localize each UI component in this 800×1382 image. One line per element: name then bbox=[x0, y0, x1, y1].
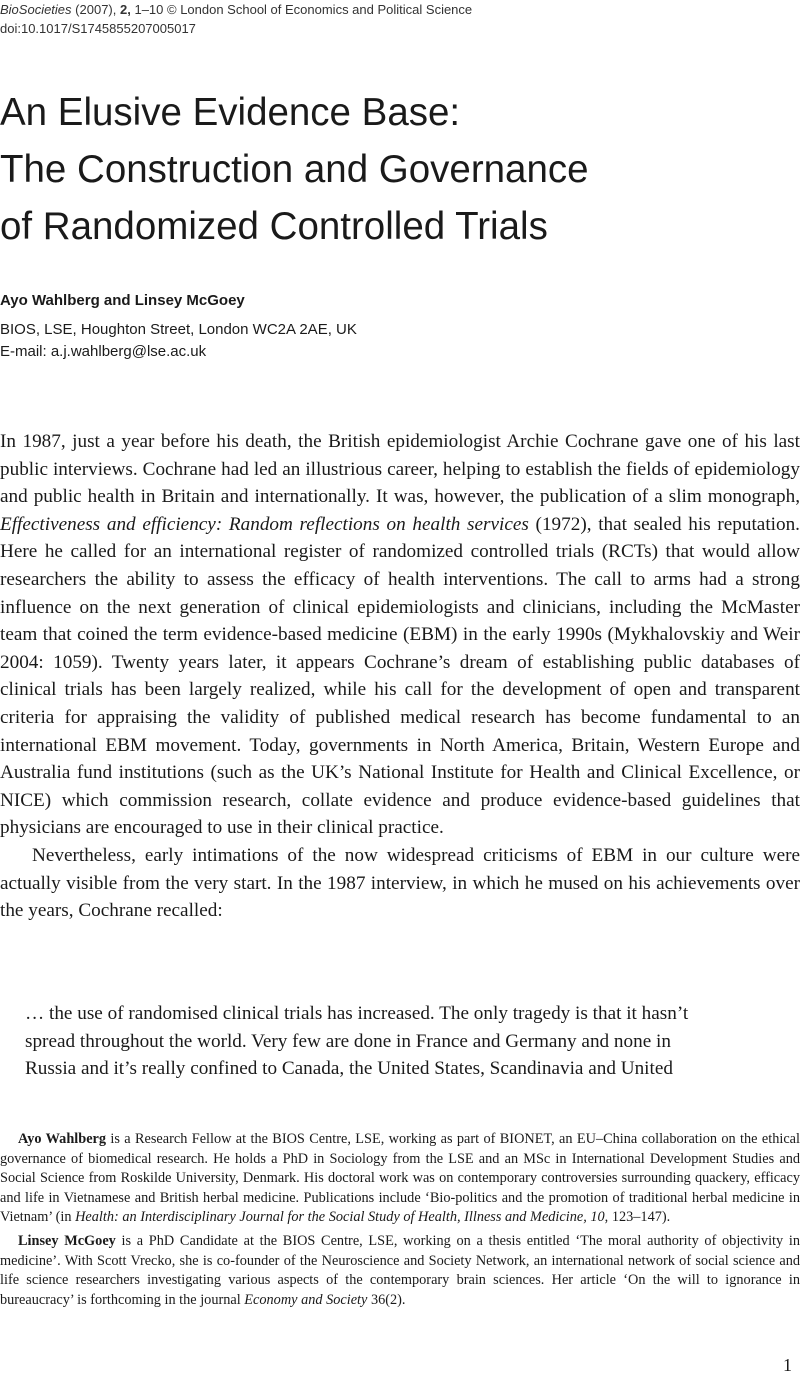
note-text: is a Research Fellow at the BIOS Centre, LSE, working as part of BIONET, an EU–China collaboration on the ethical governance of biomedical research. He holds a PhD in Sociology from the LSE and an MSc in International Development Studies and Social Science from Roskilde University, Denmark. His doctoral work was on contemporary controversies surrounding quackery, efficacy and life in Vietnamese and British herbal medicine. Publications include ‘Bio-politics and the promotion of traditional herbal medicine in Vietnam’ (in bbox=[0, 1131, 800, 1226]
article-body bbox=[0, 428, 800, 925]
quote-line: Russia and it’s really confined to Canada, the United States, Scandinavia and United bbox=[25, 1058, 673, 1079]
quote-line: … the use of randomised clinical trials has increased. The only tragedy is that it hasn’t bbox=[25, 1003, 689, 1024]
block-quote bbox=[25, 1000, 800, 1083]
journal-title: Health: an Interdisciplinary Journal for the Social Study of Health, Illness and Medicine, 10 bbox=[75, 1209, 605, 1226]
paragraph-text: In 1987, just a year before his death, the British epidemiologist Archie Cochrane gave one of his last public interviews. Cochrane had led an illustrious career, helping to establish the fields of epidemiology and public health in Britain and internationally. It was, however, the publication of a slim monograph, bbox=[0, 431, 800, 508]
author-names: Ayo Wahlberg and Linsey McGoey bbox=[0, 292, 245, 309]
quote-line: spread throughout the world. Very few are done in France and Germany and none in bbox=[25, 1030, 671, 1052]
paragraph-text: (1972), that sealed his reputation. Here he called for an international register of randomized controlled trials (RCTs) that would allow researchers the ability to assess the efficacy of health interventions. The call to arms had a strong influence on the next generation of clinical epidemiologists and clinicians, including the McMaster team that coined the term evidence-based medicine (EBM) in the early 1990s (Mykhalovskiy and Weir 2004: 1059). Twenty years later, it appears Cochrane’s dream of establishing public databases of clinical trials has been largely realized, while his call for the development of open and transparent criteria for appraising the validity of published medical research has become fundamental to an international EBM movement. Today, governments in North America, Britain, Western Europe and Australia fund institutions (such as the UK’s National Institute for Health and Clinical Excellence, or NICE) which commission research, collate evidence and produce evidence-based guidelines that physicians are encouraged to use in their clinical practice. bbox=[0, 513, 800, 839]
title-line: An Elusive Evidence Base: bbox=[0, 91, 461, 134]
author-notes bbox=[0, 1130, 800, 1314]
author-note-wahlberg bbox=[0, 1130, 800, 1228]
journal-name: BioSocieties bbox=[0, 2, 72, 17]
doi: doi:10.1017/S1745855207005017 bbox=[0, 21, 196, 36]
running-head bbox=[0, 0, 800, 38]
journal-year: (2007), bbox=[75, 2, 117, 17]
author-note-mcgoey bbox=[0, 1232, 800, 1310]
pages-copyright: 1–10 © London School of Economics and Political Science bbox=[134, 2, 473, 17]
book-title: Effectiveness and efficiency: Random reflections on health services bbox=[0, 513, 529, 535]
note-text: 36(2). bbox=[367, 1291, 406, 1308]
page-number: 1 bbox=[783, 1355, 792, 1375]
body-paragraph: Nevertheless, early intimations of the now widespread criticisms of EBM in our culture were actually visible from the very start. In the 1987 interview, in which he mused on his achievements over the years, Cochrane recalled: bbox=[0, 844, 800, 922]
journal-volume: 2, bbox=[120, 2, 131, 17]
title-line: The Construction and Governance bbox=[0, 148, 589, 191]
body-paragraph bbox=[0, 428, 800, 842]
citation-line bbox=[0, 0, 800, 19]
article-title bbox=[0, 84, 800, 255]
email-address: E-mail: a.j.wahlberg@lse.ac.uk bbox=[0, 343, 207, 360]
note-text: , 123–147). bbox=[604, 1209, 671, 1226]
title-line: of Randomized Controlled Trials bbox=[0, 205, 548, 248]
note-author-name: Linsey McGoey bbox=[18, 1232, 116, 1249]
author-affiliation-block bbox=[0, 319, 357, 363]
journal-title: Economy and Society bbox=[244, 1291, 368, 1308]
note-author-name: Ayo Wahlberg bbox=[18, 1131, 107, 1147]
affiliation: BIOS, LSE, Houghton Street, London WC2A 2AE, UK bbox=[0, 321, 357, 338]
note-text: is a PhD Candidate at the BIOS Centre, LSE, working on a thesis entitled ‘The moral authority of objectivity in medicine’. With Scott Vrecko, she is co-founder of the Neuroscience and Society Network, an international network of social science and life science researchers investigating various aspects of the contemporary brain sciences. Her article ‘On the will to ignorance in bureaucracy’ is forthcoming in the journal bbox=[0, 1232, 800, 1308]
